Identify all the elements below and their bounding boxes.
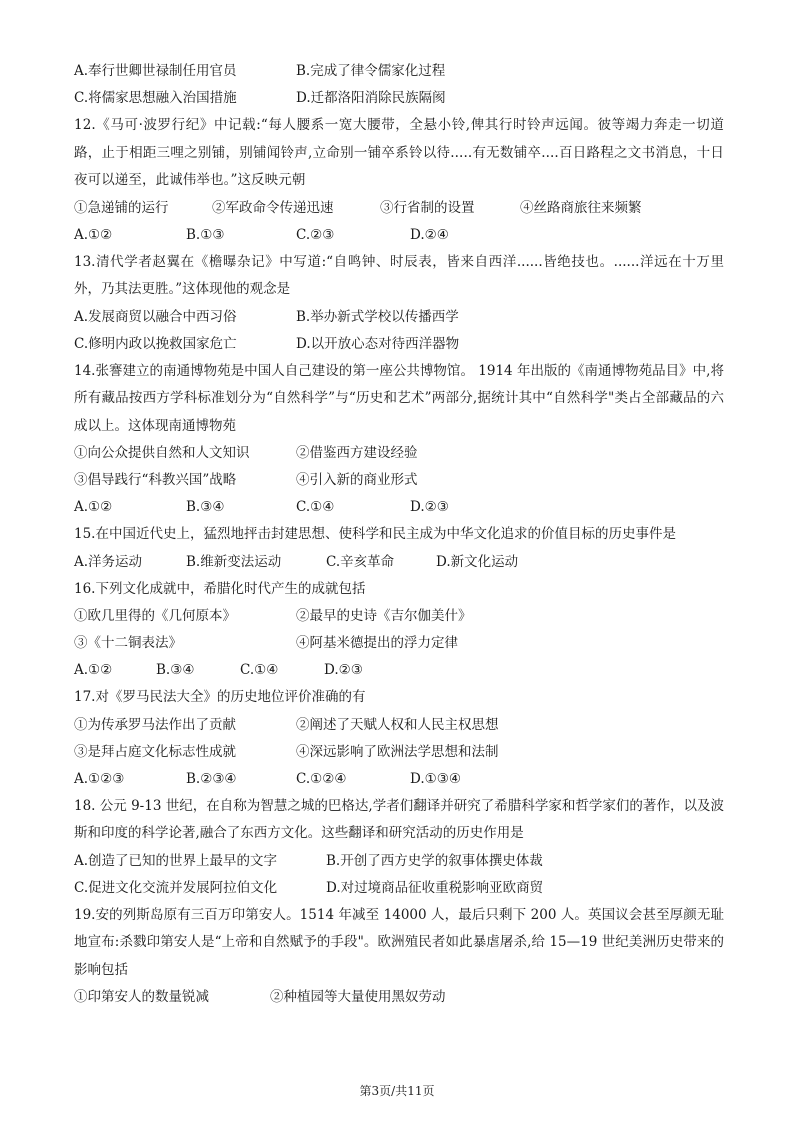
q13-options-row-2 [74, 331, 724, 358]
q14-statement-2: ②借鉴西方建设经验 [296, 445, 418, 461]
q11-option-c: C.将儒家思想融入治国措施 [74, 90, 237, 106]
q13-stem: 13.清代学者赵翼在《檐曝杂记》中写道:“自鸣钟、时辰表，皆来自西洋......皆绝技也。......洋远在十万里外，乃其法更胜。”这体现他的观念是 [74, 253, 724, 297]
q14-options-row [74, 494, 724, 521]
q14-option-b: B.③④ [186, 499, 225, 515]
q14-statement-1: ①向公众提供自然和人文知识 [74, 445, 250, 461]
q18-options-row-2 [74, 875, 724, 902]
q15-options-row [74, 549, 724, 576]
q12-stem: 12.《马可·波罗行纪》中记载:“每人腰系一宽大腰带，全悬小铃,俾其行时铃声远闻。彼等竭力奔走一切道路，止于相距三哩之别铺，别铺闻铃声,立命别一铺卒系铃以待.....有无数铺卒....百日路程之文书消息，十日夜可以递至，此诚伟举也。”这反映元朝 [74, 117, 724, 188]
q11-options-row-2 [74, 85, 724, 112]
q11-option-a: A.奉行世卿世禄制任用官员 [74, 63, 237, 79]
q14-option-d: D.②③ [410, 499, 449, 515]
q14-option-a: A.①② [74, 499, 113, 515]
q14-statements-row-1 [74, 440, 724, 467]
q16-statements-row-2 [74, 630, 724, 657]
q17-option-a: A.①②③ [74, 770, 125, 787]
q14-stem: 14.张謇建立的南通博物苑是中国人自己建设的第一座公共博物馆。 1914 年出版的《南通博物苑品目》中,将所有藏品按西方学科标准划分为“自然科学”与“历史和艺术”两部分,据统计其中“自然科学"类占全部藏品的六成以上。这体现南通博物苑 [74, 362, 724, 434]
q14-statements-row-2 [74, 467, 724, 494]
q15-stem: 15.在中国近代史上，猛烈地抨击封建思想、使科学和民主成为中华文化追求的价值目标的历史事件是 [74, 526, 676, 542]
q17-statements-row-2 [74, 739, 724, 766]
q16-statement-4: ④阿基米德提出的浮力定律 [296, 635, 458, 651]
page-number: 第3页/共11页 [359, 1084, 435, 1098]
q12-option-d: D.②④ [410, 226, 449, 243]
q19-stem: 19.安的列斯岛原有三百万印第安人。1514 年减至 14000 人，最后只剩下 200 人。英国议会甚至厚颜无耻地宣布:杀戮印第安人是“上帝和自然赋予的手段"。欧洲殖民者如此暴虐屠杀,给 15—19 世纪美洲历史带来的影响包括 [74, 906, 724, 978]
q16-option-d: D.②③ [324, 662, 363, 678]
q13-option-b: B.举办新式学校以传播西学 [296, 308, 459, 325]
q18-option-b: B.开创了西方史学的叙事体撰史体裁 [326, 852, 543, 869]
q12-options-row [74, 222, 724, 249]
q16-statement-1: ①欧几里得的《几何原本》 [74, 608, 236, 624]
q17-statement-4: ④深远影响了欧洲法学思想和法制 [296, 743, 499, 760]
q18-options-row-1 [74, 848, 724, 875]
q12-statements-row [74, 195, 724, 222]
q18-stem: 18. 公元 9-13 世纪，在自称为智慧之城的巴格达,学者们翻译并研究了希腊科学家和哲学家们的著作，以及波斯和印度的科学论著,融合了东西方文化。这些翻译和研究活动的历史作用是 [74, 797, 724, 841]
q12-option-b: B.①③ [186, 226, 225, 243]
q11-option-b: B.完成了律令儒家化过程 [296, 63, 446, 79]
q12-option-a: A.①② [74, 226, 113, 243]
q16-options-row [74, 657, 724, 684]
q12-statement-4: ④丝路商旅往来频繁 [520, 199, 642, 216]
q11-option-d: D.迁都洛阳消除民族隔阂 [296, 90, 446, 106]
q14-statement-3: ③倡导践行“科教兴国”战略 [74, 472, 237, 488]
q17-option-c: C.①②④ [296, 770, 347, 787]
q12-option-c: C.②③ [296, 226, 335, 243]
q17-option-d: D.①③④ [410, 770, 461, 787]
q18-option-c: C.促进文化交流并发展阿拉伯文化 [74, 879, 278, 896]
q15-option-a: A.洋务运动 [74, 553, 143, 570]
q17-stem: 17.对《罗马民法大全》的历史地位评价准确的有 [74, 689, 366, 705]
q12-statement-1: ①急递铺的运行 [74, 199, 169, 216]
q18-option-a: A.创造了已知的世界上最早的文字 [74, 852, 278, 869]
q19-statements-row [74, 984, 724, 1011]
q16-statement-3: ③《十二铜表法》 [74, 635, 182, 651]
q17-statement-2: ②阐述了天赋人权和人民主权思想 [296, 716, 499, 733]
q19-statement-1: ①印第安人的数量锐减 [74, 989, 209, 1005]
q15-option-c: C.辛亥革命 [326, 553, 395, 570]
q15-option-d: D.新文化运动 [436, 553, 519, 570]
q17-option-b: B.②③④ [186, 770, 237, 787]
q14-option-c: C.①④ [296, 499, 335, 515]
q17-statement-3: ③是拜占庭文化标志性成就 [74, 743, 236, 760]
q13-options-row-1 [74, 304, 724, 331]
q19-statement-2: ②种植园等大量使用黑奴劳动 [270, 989, 446, 1005]
q15-option-b: B.维新变法运动 [186, 553, 282, 570]
q14-statement-4: ④引入新的商业形式 [296, 472, 418, 488]
q16-option-c: C.①④ [240, 662, 279, 678]
q13-option-d: D.以开放心态对待西洋器物 [296, 335, 460, 352]
q16-option-a: A.①② [74, 662, 113, 678]
q12-statement-3: ③行省制的设置 [380, 199, 475, 216]
q13-option-a: A.发展商贸以融合中西习俗 [74, 308, 237, 325]
page-content [74, 58, 724, 1011]
q16-option-b: B.③④ [156, 662, 195, 678]
q12-statement-2: ②军政命令传递迅速 [212, 199, 334, 216]
q16-statement-2: ②最早的史诗《吉尔伽美什》 [296, 608, 472, 624]
q18-option-d: D.对过境商品征收重税影响亚欧商贸 [326, 879, 544, 896]
q17-statements-row-1 [74, 712, 724, 739]
q17-options-row [74, 766, 724, 793]
q16-stem: 16.下列文化成就中，希腊化时代产生的成就包括 [74, 580, 366, 597]
q16-statements-row-1 [74, 603, 724, 630]
q11-options-row-1 [74, 58, 724, 85]
q17-statement-1: ①为传承罗马法作出了贡献 [74, 716, 236, 733]
q13-option-c: C.修明内政以挽救国家危亡 [74, 335, 237, 352]
